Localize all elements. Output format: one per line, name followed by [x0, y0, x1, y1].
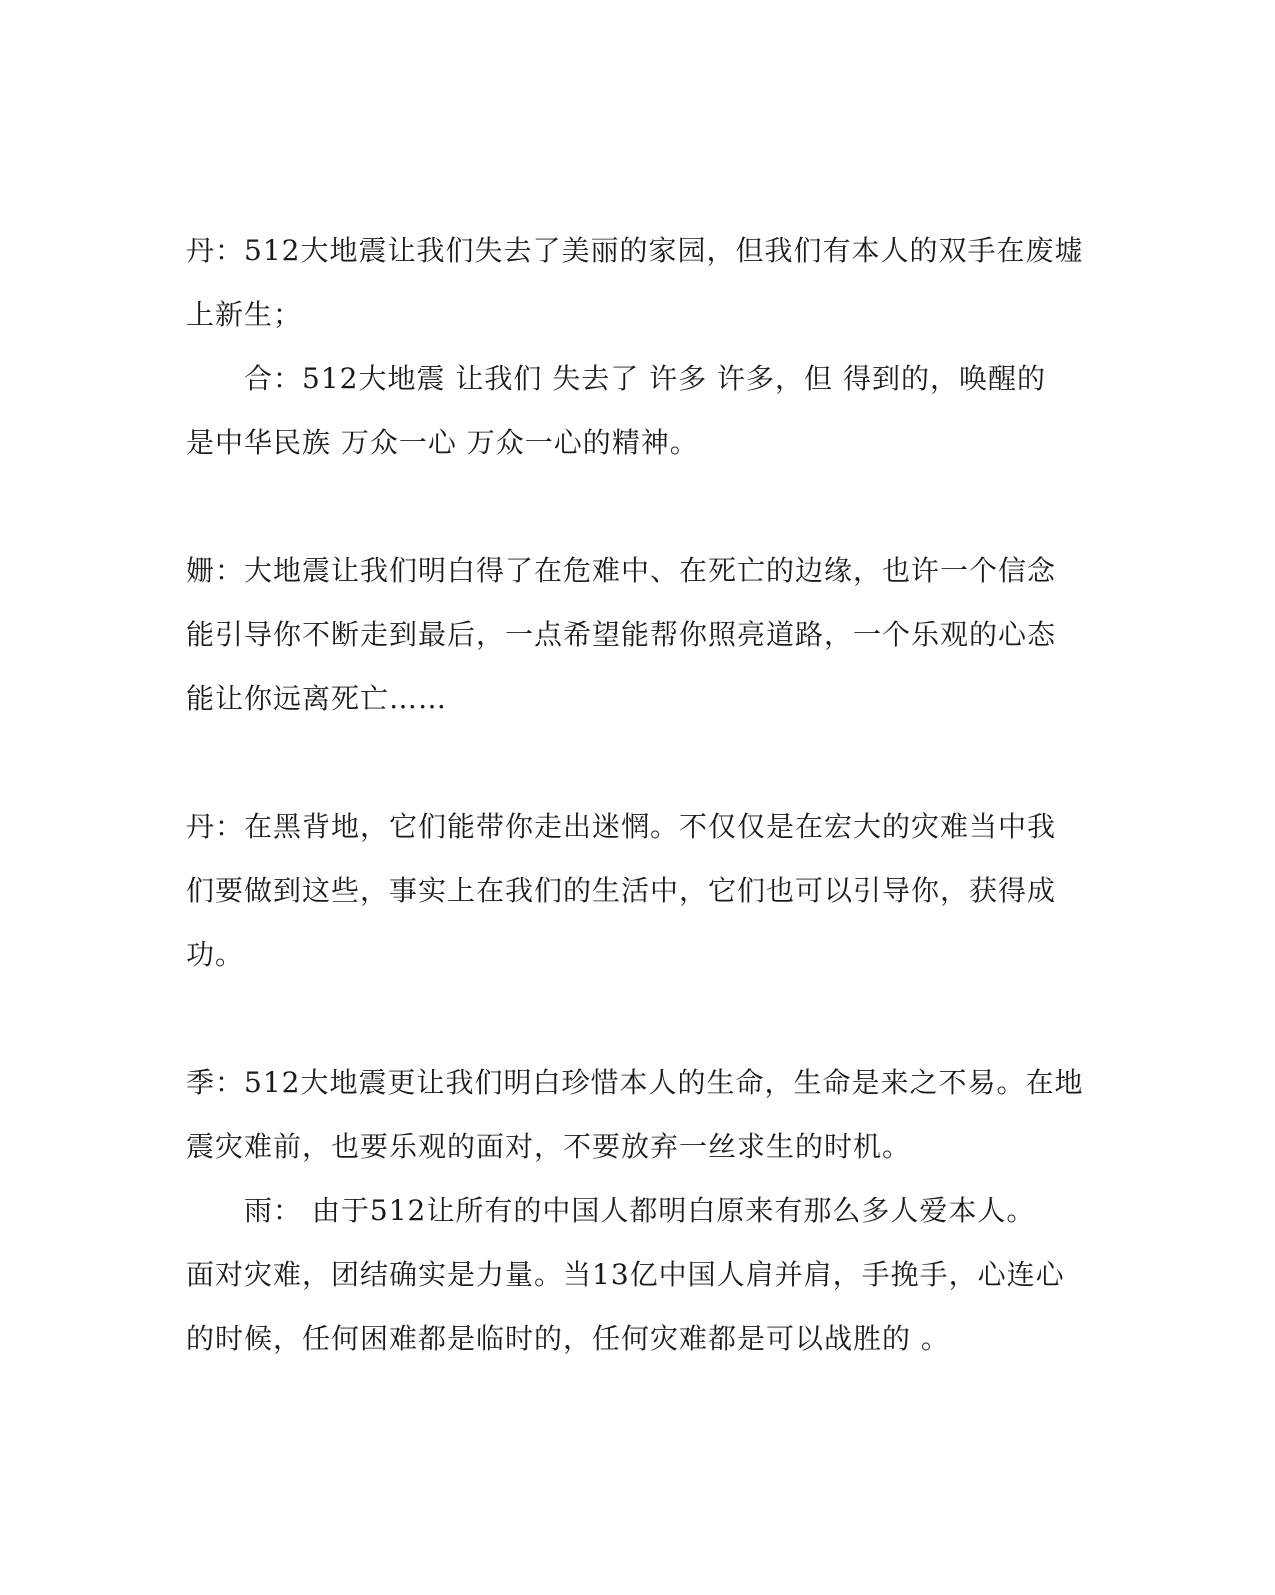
text-line: 雨： 由于512让所有的中国人都明白原来有那么多人爱本人。: [244, 1194, 1036, 1227]
text-line: 震灾难前，也要乐观的面对，不要放弃一丝求生的时机。: [186, 1130, 912, 1163]
text-line: 合：512大地震 让我们 失去了 许多 许多，但 得到的，唤醒的: [244, 362, 1046, 395]
text-line: 姗：大地震让我们明白得了在危难中、在死亡的边缘，也许一个信念: [186, 554, 1057, 587]
text-line: 的时候，任何困难都是临时的，任何灾难都是可以战胜的 。: [186, 1322, 950, 1355]
text-line: 丹：512大地震让我们失去了美丽的家园，但我们有本人的双手在废墟: [186, 234, 1084, 267]
text-line: 是中华民族 万众一心 万众一心的精神。: [186, 426, 699, 459]
text-line: 丹：在黑背地，它们能带你走出迷惘。不仅仅是在宏大的灾难当中我: [186, 810, 1057, 843]
text-line: 能让你远离死亡……: [186, 682, 448, 715]
text-line: 上新生；: [186, 298, 303, 331]
text-line: 面对灾难，团结确实是力量。当13亿中国人肩并肩，手挽手，心连心: [186, 1258, 1065, 1291]
text-line: 们要做到这些，事实上在我们的生活中，它们也可以引导你，获得成: [186, 874, 1057, 907]
text-line: 季：512大地震更让我们明白珍惜本人的生命，生命是来之不易。在地: [186, 1066, 1084, 1099]
text-line: 能引导你不断走到最后，一点希望能帮你照亮道路，一个乐观的心态: [186, 618, 1057, 651]
text-line: 功。: [186, 938, 245, 971]
